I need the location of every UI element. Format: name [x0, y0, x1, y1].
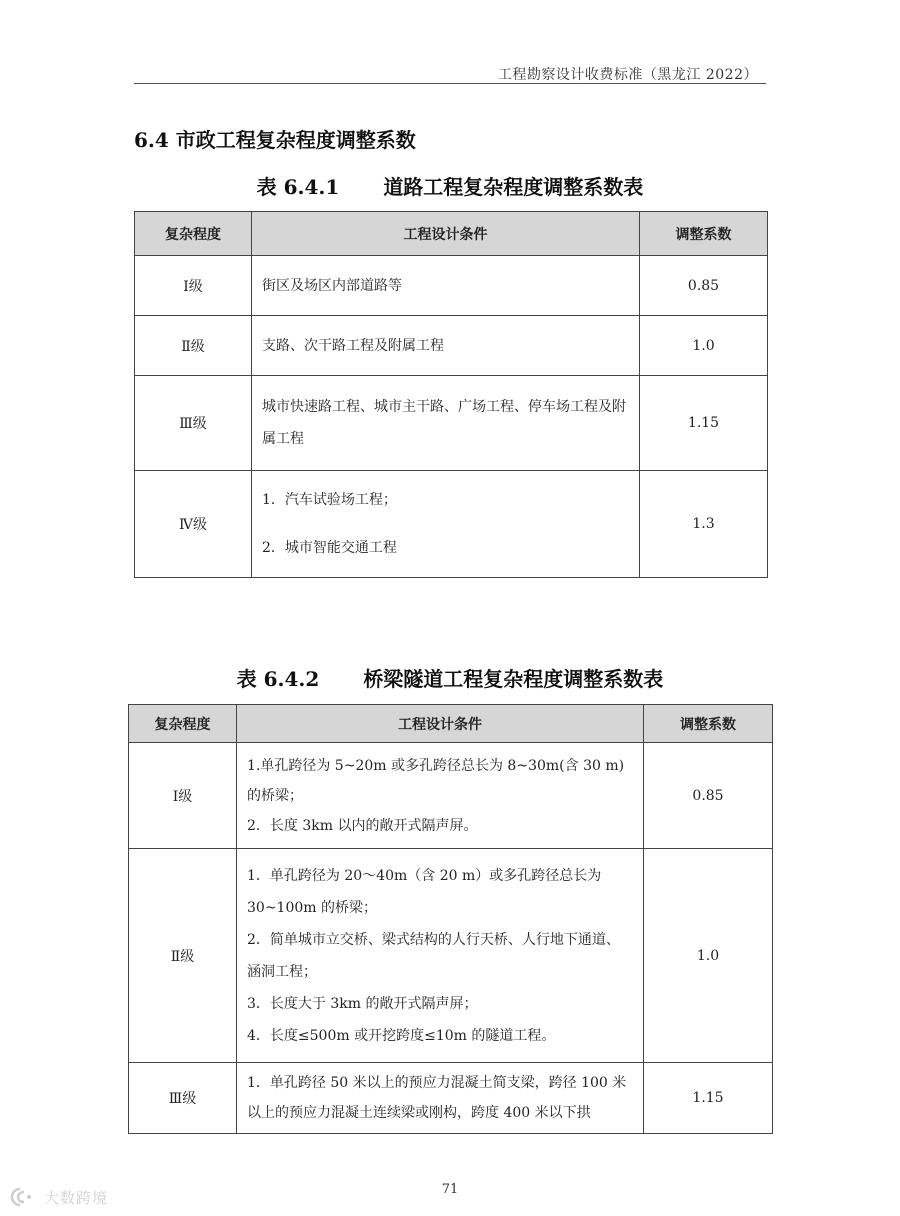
- condition-item: 1．汽车试验场工程；: [262, 492, 397, 508]
- column-header-coefficient: 调整系数: [640, 212, 768, 256]
- conditions-cell: [237, 743, 644, 849]
- coefficient-cell: 1.15: [644, 1063, 773, 1134]
- running-header: 工程勘察设计收费标准（黑龙江 2022）: [497, 67, 758, 83]
- table1-title: 道路工程复杂程度调整系数表: [383, 175, 644, 199]
- table-header-row: [135, 212, 768, 256]
- level-cell: Ⅱ级: [129, 849, 237, 1063]
- level-cell: Ⅲ级: [129, 1063, 237, 1134]
- table-row: [129, 1063, 773, 1134]
- table-row: [135, 471, 768, 578]
- coefficient-cell: 1.15: [640, 376, 768, 471]
- conditions-cell: [237, 849, 644, 1063]
- table-row: [129, 743, 773, 849]
- condition-text: 街区及场区内部道路等: [262, 277, 402, 294]
- conditions-cell: [252, 471, 640, 578]
- section-title: 6.4 市政工程复杂程度调整系数: [134, 128, 416, 152]
- coefficient-cell: 1.0: [640, 316, 768, 376]
- column-header-conditions: 工程设计条件: [237, 705, 644, 743]
- level-cell: Ⅰ级: [135, 256, 252, 316]
- condition-item: 2．长度 3km 以内的敞开式隔声屏。: [247, 817, 478, 834]
- condition-text: 支路、次干路工程及附属工程: [262, 337, 444, 354]
- condition-item: 1.单孔跨径为 5~20m 或多孔跨径总长为 8~30m(含 30 m)的桥梁；: [247, 757, 625, 804]
- condition-item: 1．单孔跨径为 20～40m（含 20 m）或多孔跨径总长为 30~100m 的桥梁；: [247, 867, 602, 916]
- watermark: [10, 1186, 108, 1208]
- level-cell: Ⅱ级: [135, 316, 252, 376]
- conditions-cell: [252, 376, 640, 471]
- conditions-cell: [252, 256, 640, 316]
- watermark-logo-icon: [10, 1186, 40, 1208]
- level-cell: Ⅳ级: [135, 471, 252, 578]
- table1-caption: [0, 171, 900, 200]
- header-rule: [134, 83, 766, 84]
- watermark-text: 大数跨境: [44, 1188, 109, 1207]
- column-header-level: 复杂程度: [129, 705, 237, 743]
- road-complexity-table: [134, 211, 768, 578]
- conditions-cell: [237, 1063, 644, 1134]
- conditions-cell: [252, 316, 640, 376]
- coefficient-cell: 0.85: [644, 743, 773, 849]
- column-header-level: 复杂程度: [135, 212, 252, 256]
- condition-item: 2．城市智能交通工程: [262, 540, 397, 556]
- condition-item: 2．简单城市立交桥、梁式结构的人行天桥、人行地下通道、涵洞工程；: [247, 931, 620, 980]
- table2-title: 桥梁隧道工程复杂程度调整系数表: [363, 667, 664, 691]
- page-number: 71: [441, 1182, 459, 1197]
- table2-caption: [0, 663, 900, 692]
- column-header-coefficient: 调整系数: [644, 705, 773, 743]
- table-row: [135, 256, 768, 316]
- level-cell: Ⅲ级: [135, 376, 252, 471]
- table2-number: 表 6.4.2: [236, 667, 320, 691]
- condition-item: 4．长度≤500m 或开挖跨度≤10m 的隧道工程。: [247, 1027, 556, 1044]
- table-row: [135, 376, 768, 471]
- coefficient-cell: 1.3: [640, 471, 768, 578]
- table-row: [135, 316, 768, 376]
- condition-text: 城市快速路工程、城市主干路、广场工程、停车场工程及附属工程: [262, 399, 626, 447]
- table-row: [129, 849, 773, 1063]
- coefficient-cell: 0.85: [640, 256, 768, 316]
- bridge-tunnel-complexity-table: [128, 704, 773, 1134]
- level-cell: Ⅰ级: [129, 743, 237, 849]
- table1-number: 表 6.4.1: [256, 175, 340, 199]
- table-header-row: [129, 705, 773, 743]
- column-header-conditions: 工程设计条件: [252, 212, 640, 256]
- condition-item: 3．长度大于 3km 的敞开式隔声屏；: [247, 995, 478, 1012]
- condition-item: 1．单孔跨径 50 米以上的预应力混凝土简支梁，跨径 100 米以上的预应力混凝土连续梁或刚构，跨度 400 米以下拱: [247, 1075, 627, 1121]
- coefficient-cell: 1.0: [644, 849, 773, 1063]
